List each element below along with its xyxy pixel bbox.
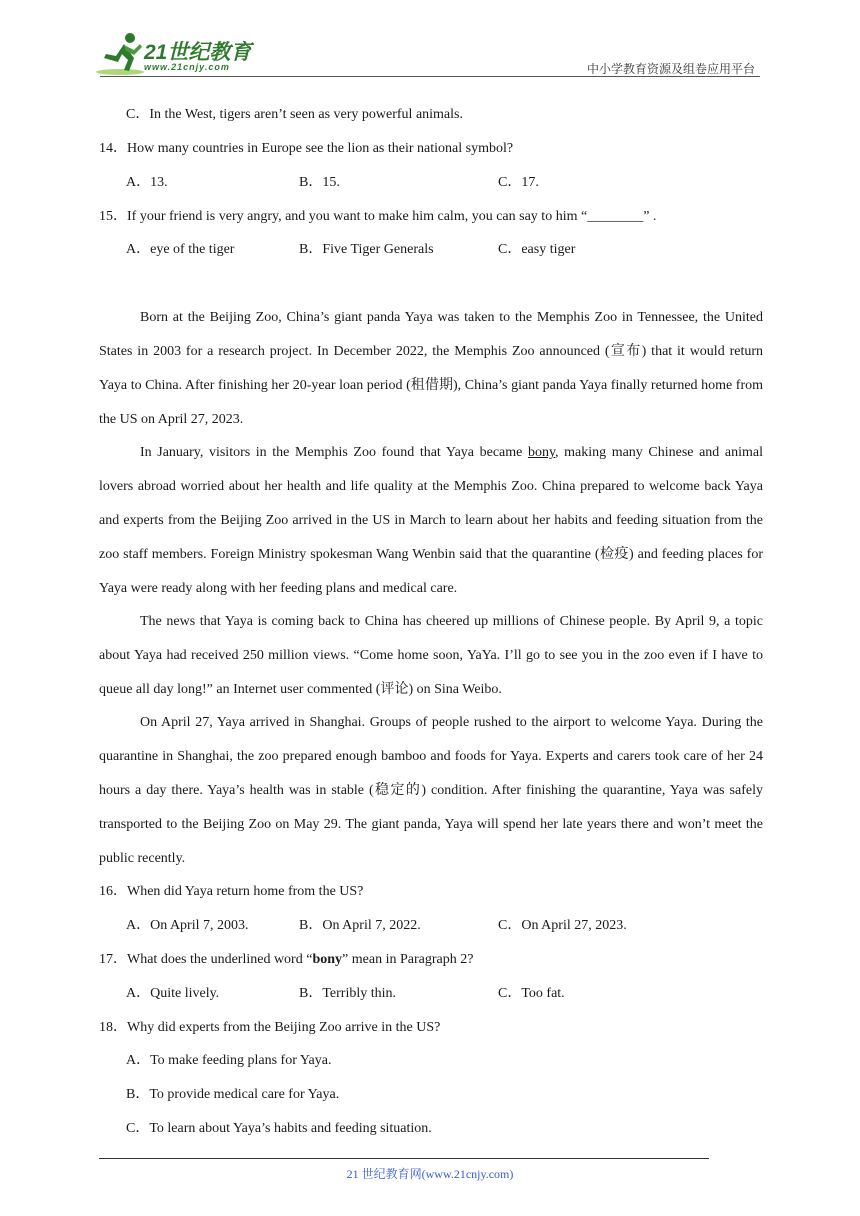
q17-option-c: C．Too fat. (498, 986, 565, 1001)
site-logo[interactable] (94, 32, 264, 78)
q18-option-b: B．To provide medical care for Yaya. (126, 1087, 340, 1102)
q17-text-a: 17．What does the underlined word “ (99, 952, 313, 967)
underlined-word-bony: bony (527, 445, 556, 460)
q18-question: 18．Why did experts from the Beijing Zoo arrive in the US? (99, 1020, 441, 1035)
footer-divider (99, 1158, 709, 1159)
q17-text-b: ” mean in Paragraph 2? (342, 952, 474, 967)
passage-paragraph-1: Born at the Beijing Zoo, China’s giant panda Yaya was taken to the Memphis Zoo in Tennessee, the United States in 2003 for a research project. In December 2022, the Memphis Zoo announced (宣布) that it would return Yaya to China. After finishing her 20-year loan period (租借期), China’s giant panda Yaya finally returned home from the US on April 27, 2023. (99, 310, 763, 427)
q16-option-c: C．On April 27, 2023. (498, 918, 627, 933)
q18-option-a: A．To make feeding plans for Yaya. (126, 1053, 332, 1068)
passage-paragraph-4: On April 27, Yaya arrived in Shanghai. Groups of people rushed to the airport to welcome Yaya. During the quarantine in Shanghai, the zoo prepared enough bamboo and foods for Yaya. Experts and carers took care of her 24 hours a day there. Yaya’s health was in stable (稳定的) condition. After finishing the quarantine, Yaya was safely transported to the Beijing Zoo on May 29. The giant panda, Yaya will spend her late years there and won’t meet the public recently. (99, 715, 763, 866)
q18-option-c: C．To learn about Yaya’s habits and feeding situation. (126, 1121, 432, 1136)
header-divider (100, 76, 760, 77)
q15-option-b: B．Five Tiger Generals (299, 242, 434, 257)
q17-bold-word: bony (312, 952, 343, 967)
runner-logo-icon (94, 32, 150, 78)
q15-option-a: A．eye of the tiger (126, 242, 235, 257)
q16-question: 16．When did Yaya return home from the US? (99, 884, 364, 899)
footer-link[interactable]: 21 世纪教育网(www.21cnjy.com) (346, 1167, 514, 1181)
q16-option-b: B．On April 7, 2022. (299, 918, 421, 933)
q15-option-c: C．easy tiger (498, 242, 576, 257)
q16-option-a: A．On April 7, 2003. (126, 918, 249, 933)
q13-option-c: C．In the West, tigers aren’t seen as very powerful animals. (126, 107, 463, 122)
paragraph-2-text-b: , making many Chinese and animal lovers abroad worried about her health and life quality at the Memphis Zoo. China prepared to welcome back Yaya and experts from the Beijing Zoo arrived in the US in March to learn about her habits and feeding situation from the zoo staff members. Foreign Ministry spokesman Wang Wenbin said that the quarantine (检疫) and feeding places for Yaya were ready along with her feeding plans and medical care. (99, 445, 763, 596)
platform-title: 中小学教育资源及组卷应用平台 (586, 62, 755, 76)
q17-option-a: A．Quite lively. (126, 986, 220, 1001)
q14-option-a: A．13. (126, 175, 168, 190)
q17-question (99, 950, 473, 970)
logo-wordmark: 21世纪教育 (144, 41, 252, 64)
logo-url: www.21cnjy.com (144, 62, 230, 72)
page-header (0, 0, 860, 80)
q14-option-c: C．17. (498, 175, 539, 190)
q14-question: 14．How many countries in Europe see the lion as their national symbol? (99, 141, 514, 156)
passage-paragraph-3: The news that Yaya is coming back to China has cheered up millions of Chinese people. By April 9, a topic about Yaya had received 250 million views. “Come home soon, YaYa. I’ll go to see you in the zoo even if I have to queue all day long!” an Internet user commented (评论) on Sina Weibo. (99, 614, 763, 697)
q17-option-b: B．Terribly thin. (299, 986, 397, 1001)
paragraph-2-text-a: In January, visitors in the Memphis Zoo found that Yaya became (140, 445, 528, 460)
q15-question: 15．If your friend is very angry, and you want to make him calm, you can say to him “________” . (99, 209, 657, 224)
q14-option-b: B．15. (299, 175, 340, 190)
passage-paragraph-2 (99, 436, 763, 606)
